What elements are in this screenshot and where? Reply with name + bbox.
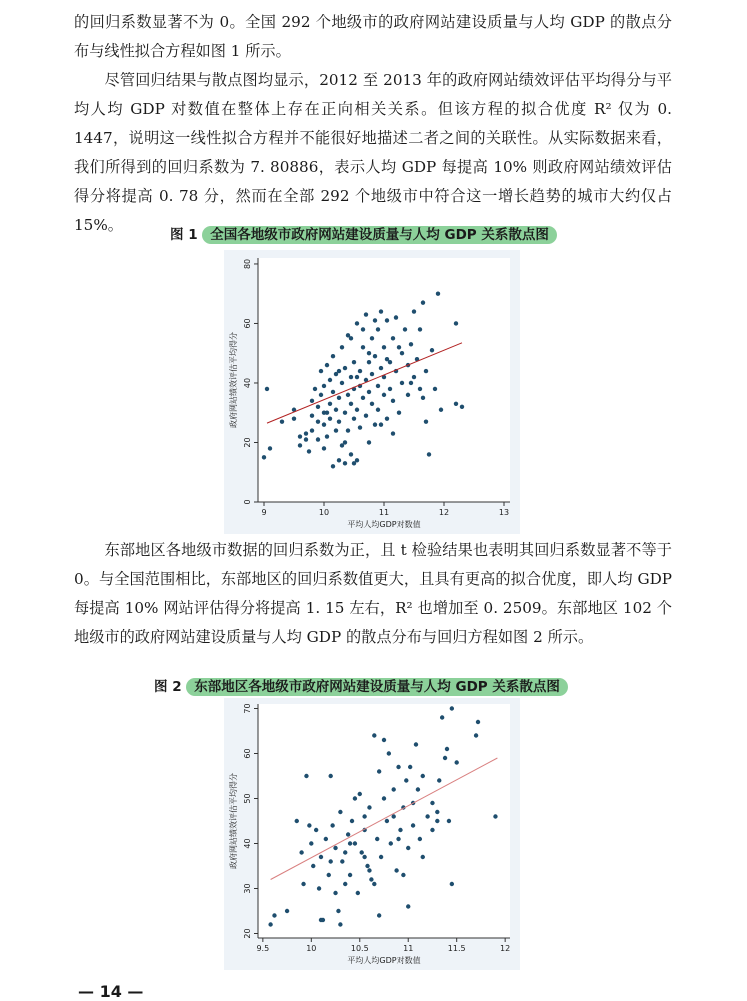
data-point — [391, 814, 395, 818]
data-point — [331, 354, 335, 358]
data-point — [401, 873, 405, 877]
data-point — [460, 405, 464, 409]
y-tick-label: 30 — [243, 883, 252, 894]
data-point — [349, 375, 353, 379]
data-point — [435, 810, 439, 814]
data-point — [454, 321, 458, 325]
data-point — [373, 354, 377, 358]
data-point — [358, 369, 362, 373]
data-point — [391, 336, 395, 340]
data-point — [394, 315, 398, 319]
data-point — [336, 909, 340, 913]
data-point — [319, 369, 323, 373]
data-point — [304, 431, 308, 435]
data-point — [382, 393, 386, 397]
data-point — [433, 387, 437, 391]
data-point — [304, 437, 308, 441]
paragraph-3-text: 东部地区各地级市数据的回归系数为正，且 t 检验结果也表明其回归系数显著不等于 0。与全国范围相比，东部地区的回归系数值更大，且具有更高的拟合优度，即人均 GDP 每提高 10% 网站评估得分将提高 1. 15 左右，R² 也增加至 0. 2509。东部地区 102 个地级市的政府网站建设质量与人均 GDP 的散点分布与回归方程如图 2 所示。 — [74, 541, 672, 646]
data-point — [360, 850, 364, 854]
data-point — [367, 868, 371, 872]
data-point — [385, 819, 389, 823]
data-point — [367, 351, 371, 355]
y-tick-label: 80 — [243, 258, 252, 270]
data-point — [262, 455, 266, 459]
figure-2-panel — [224, 698, 520, 970]
paragraph-2 — [74, 66, 672, 240]
data-point — [343, 461, 347, 465]
data-point — [322, 422, 326, 426]
data-point — [340, 345, 344, 349]
data-point — [445, 747, 449, 751]
figure-2-label: 图 2 — [154, 679, 182, 695]
data-point — [493, 814, 497, 818]
data-point — [337, 419, 341, 423]
data-point — [418, 837, 422, 841]
data-point — [376, 327, 380, 331]
scatter-chart-1 — [224, 250, 520, 534]
data-point — [421, 396, 425, 400]
data-point — [311, 864, 315, 868]
paragraph-3 — [74, 536, 672, 652]
data-point — [406, 846, 410, 850]
data-point — [382, 345, 386, 349]
data-point — [356, 891, 360, 895]
data-point — [310, 428, 314, 432]
plot-area — [258, 258, 510, 502]
data-point — [333, 846, 337, 850]
data-point — [387, 751, 391, 755]
data-point — [299, 850, 303, 854]
data-point — [328, 402, 332, 406]
data-point — [316, 419, 320, 423]
data-point — [361, 396, 365, 400]
data-point — [310, 399, 314, 403]
data-point — [376, 408, 380, 412]
data-point — [348, 873, 352, 877]
data-point — [331, 464, 335, 468]
data-point — [325, 434, 329, 438]
data-point — [379, 422, 383, 426]
data-point — [340, 381, 344, 385]
page-number: — 14 — — [78, 982, 144, 1001]
data-point — [362, 814, 366, 818]
data-point — [370, 372, 374, 376]
data-point — [346, 393, 350, 397]
data-point — [404, 778, 408, 782]
data-point — [373, 422, 377, 426]
data-point — [385, 357, 389, 361]
scatter-chart-2 — [224, 698, 520, 970]
data-point — [388, 387, 392, 391]
data-point — [340, 859, 344, 863]
data-point — [372, 733, 376, 737]
data-point — [319, 855, 323, 859]
data-point — [328, 859, 332, 863]
data-point — [403, 327, 407, 331]
data-point — [316, 405, 320, 409]
y-tick-label: 40 — [243, 838, 252, 849]
data-point — [346, 428, 350, 432]
data-point — [331, 390, 335, 394]
data-point — [280, 419, 284, 423]
data-point — [454, 402, 458, 406]
data-point — [343, 366, 347, 370]
data-point — [352, 416, 356, 420]
data-point — [325, 363, 329, 367]
data-point — [265, 387, 269, 391]
data-point — [450, 882, 454, 886]
x-axis-title: 平均人均GDP对数值 — [347, 956, 421, 965]
data-point — [421, 774, 425, 778]
x-axis-title: 平均人均GDP对数值 — [347, 520, 421, 529]
data-point — [298, 434, 302, 438]
data-point — [425, 814, 429, 818]
data-point — [365, 864, 369, 868]
data-point — [355, 458, 359, 462]
data-point — [435, 819, 439, 823]
data-point — [367, 390, 371, 394]
data-point — [436, 292, 440, 296]
data-point — [343, 440, 347, 444]
data-point — [377, 769, 381, 773]
data-point — [454, 760, 458, 764]
data-point — [427, 452, 431, 456]
y-tick-label: 20 — [243, 928, 252, 939]
data-point — [377, 913, 381, 917]
data-point — [338, 922, 342, 926]
data-point — [372, 882, 376, 886]
data-point — [330, 823, 334, 827]
data-point — [364, 414, 368, 418]
data-point — [349, 402, 353, 406]
paragraph-1: 的回归系数显著不为 0。全国 292 个地级市的政府网站建设质量与人均 GDP 的散点分布与线性拟合方程如图 1 所示。 — [74, 13, 672, 60]
data-point — [322, 446, 326, 450]
data-point — [397, 345, 401, 349]
data-point — [439, 408, 443, 412]
data-point — [389, 841, 393, 845]
figure-2-caption — [154, 675, 568, 695]
y-tick-label: 20 — [243, 437, 252, 448]
data-point — [346, 832, 350, 836]
paragraph-2-text: 尽管回归结果与散点图均显示，2012 至 2013 年的政府网站绩效评估平均得分与平均人均 GDP 对数值在整体上存在正向相关关系。但该方程的拟合优度 R² 仅为 0. 1447，说明这一线性拟合方程并不能很好地描述二者之间的关联性。从实际数据来看，我们所得到的回归系数为 7. 80886，表示人均 GDP 每提高 10% 则政府网站绩效评估得分将提高 0. 78 分，然而在全部 292 个地级市中符合这一增长趋势的城市大约仅占 15%。 — [74, 71, 672, 234]
data-point — [379, 366, 383, 370]
data-point — [370, 336, 374, 340]
data-point — [328, 416, 332, 420]
data-point — [292, 416, 296, 420]
data-point — [370, 402, 374, 406]
data-point — [409, 342, 413, 346]
data-point — [375, 837, 379, 841]
data-point — [391, 431, 395, 435]
data-point — [337, 458, 341, 462]
data-point — [391, 399, 395, 403]
data-point — [418, 387, 422, 391]
data-point — [301, 882, 305, 886]
data-point — [412, 309, 416, 313]
data-point — [430, 348, 434, 352]
data-point — [421, 855, 425, 859]
data-point — [391, 787, 395, 791]
x-tick-label: 11 — [403, 944, 414, 953]
data-point — [430, 801, 434, 805]
y-axis-title: 政府网站绩效评估平均得分 — [229, 773, 238, 869]
data-point — [358, 792, 362, 796]
data-point — [424, 369, 428, 373]
data-point — [361, 345, 365, 349]
data-point — [343, 850, 347, 854]
data-point — [418, 327, 422, 331]
x-tick-label: 10 — [306, 944, 317, 953]
data-point — [373, 318, 377, 322]
data-point — [334, 408, 338, 412]
data-point — [268, 446, 272, 450]
figure-1-label: 图 1 — [170, 227, 198, 243]
data-point — [337, 369, 341, 373]
data-point — [327, 873, 331, 877]
data-point — [474, 733, 478, 737]
data-point — [358, 425, 362, 429]
data-point — [408, 765, 412, 769]
data-point — [268, 922, 272, 926]
data-point — [298, 443, 302, 447]
figure-1-title: 全国各地级市政府网站建设质量与人均 GDP 关系散点图 — [202, 226, 557, 244]
data-point — [414, 742, 418, 746]
data-point — [443, 756, 447, 760]
data-point — [317, 886, 321, 890]
data-point — [343, 411, 347, 415]
data-point — [364, 312, 368, 316]
data-point — [304, 774, 308, 778]
data-point — [382, 738, 386, 742]
data-point — [348, 841, 352, 845]
data-point — [350, 819, 354, 823]
data-point — [385, 416, 389, 420]
data-point — [367, 805, 371, 809]
data-point — [316, 437, 320, 441]
x-tick-label: 11 — [378, 508, 390, 517]
data-point — [328, 774, 332, 778]
data-point — [334, 428, 338, 432]
data-point — [400, 381, 404, 385]
y-tick-label: 70 — [243, 703, 252, 714]
data-point — [397, 411, 401, 415]
data-point — [322, 384, 326, 388]
x-tick-label: 12 — [500, 944, 511, 953]
data-point — [353, 796, 357, 800]
data-point — [411, 823, 415, 827]
data-point — [319, 918, 323, 922]
data-point — [349, 452, 353, 456]
data-point — [440, 715, 444, 719]
y-tick-label: 40 — [243, 377, 252, 389]
figure-1-caption — [170, 223, 557, 243]
data-point — [361, 327, 365, 331]
data-point — [343, 882, 347, 886]
data-point — [349, 336, 353, 340]
data-point — [430, 828, 434, 832]
data-point — [352, 360, 356, 364]
data-point — [325, 411, 329, 415]
y-tick-label: 60 — [243, 318, 252, 329]
data-point — [412, 375, 416, 379]
data-point — [319, 393, 323, 397]
x-tick-label: 9.5 — [256, 944, 270, 953]
x-tick-label: 12 — [438, 508, 450, 517]
data-point — [424, 419, 428, 423]
data-point — [353, 841, 357, 845]
data-point — [476, 720, 480, 724]
data-point — [309, 841, 313, 845]
x-tick-label: 10.5 — [350, 944, 369, 953]
y-tick-label: 0 — [243, 499, 252, 505]
data-point — [337, 396, 341, 400]
data-point — [362, 855, 366, 859]
y-tick-label: 50 — [243, 793, 252, 804]
data-point — [307, 823, 311, 827]
data-point — [355, 408, 359, 412]
data-point — [367, 360, 371, 364]
data-point — [376, 384, 380, 388]
figure-2-title: 东部地区各地级市政府网站建设质量与人均 GDP 关系散点图 — [186, 678, 568, 696]
data-point — [385, 318, 389, 322]
data-point — [324, 837, 328, 841]
data-point — [355, 375, 359, 379]
data-point — [382, 796, 386, 800]
data-point — [338, 810, 342, 814]
data-point — [394, 868, 398, 872]
data-point — [396, 765, 400, 769]
data-point — [314, 828, 318, 832]
x-tick-label: 10 — [318, 508, 330, 517]
data-point — [295, 819, 299, 823]
data-point — [398, 828, 402, 832]
data-point — [396, 837, 400, 841]
data-point — [450, 706, 454, 710]
figure-1-panel — [224, 250, 520, 534]
data-point — [379, 309, 383, 313]
data-point — [285, 909, 289, 913]
data-point — [328, 378, 332, 382]
data-point — [379, 855, 383, 859]
data-point — [272, 913, 276, 917]
data-point — [369, 877, 373, 881]
data-point — [313, 387, 317, 391]
data-point — [355, 321, 359, 325]
x-tick-label: 11.5 — [447, 944, 466, 953]
data-point — [447, 819, 451, 823]
data-point — [310, 414, 314, 418]
data-point — [333, 891, 337, 895]
data-point — [416, 787, 420, 791]
data-point — [406, 393, 410, 397]
x-tick-label: 9 — [261, 508, 267, 517]
y-axis-title: 政府网站绩效评估平均得分 — [229, 332, 238, 428]
data-point — [367, 440, 371, 444]
data-point — [437, 778, 441, 782]
data-point — [421, 300, 425, 304]
y-tick-label: 60 — [243, 748, 252, 759]
data-point — [409, 381, 413, 385]
data-point — [400, 351, 404, 355]
data-point — [307, 449, 311, 453]
data-point — [406, 904, 410, 908]
x-tick-label: 13 — [498, 508, 510, 517]
